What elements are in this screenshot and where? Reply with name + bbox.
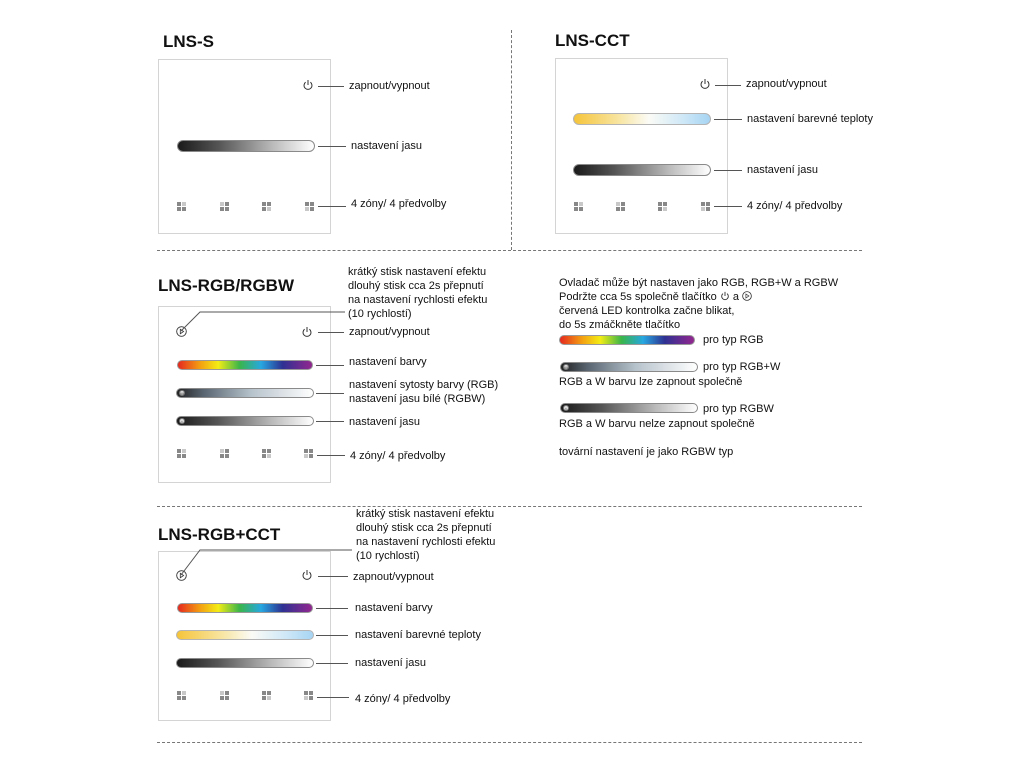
color-label: nastavení barvy bbox=[349, 356, 427, 368]
rgbw-note: RGB a W barvu nelze zapnout společně bbox=[559, 418, 755, 430]
zones-label: 4 zóny/ 4 předvolby bbox=[747, 200, 843, 212]
saturation-label-line-1: nastavení sytosty barvy (RGB) bbox=[349, 379, 499, 391]
effect-label-line-1: krátký stisk nastavení efektu bbox=[348, 266, 487, 278]
brightness-label: nastavení jasu bbox=[747, 164, 818, 176]
brightness-label: nastavení jasu bbox=[351, 140, 422, 152]
rgbw-plus-note: RGB a W barvu lze zapnout společně bbox=[559, 376, 743, 388]
white-knob: W bbox=[180, 391, 184, 396]
brightness-label: nastavení jasu bbox=[355, 657, 426, 669]
power-label: zapnout/vypnout bbox=[349, 326, 430, 338]
zones-label: 4 zóny/ 4 předvolby bbox=[351, 198, 447, 210]
effect-label-line-2: dlouhý stisk cca 2s přepnutí bbox=[356, 522, 492, 534]
effect-label-line-1: krátký stisk nastavení efektu bbox=[356, 508, 495, 520]
power-label: zapnout/vypnout bbox=[349, 80, 430, 92]
effect-label-line-3: na nastavení rychlosti efektu bbox=[356, 536, 496, 548]
lns-cct-title: LNS-CCT bbox=[555, 31, 630, 50]
effect-label-line-2: dlouhý stisk cca 2s přepnutí bbox=[348, 280, 484, 292]
brightness-knob: ☼ bbox=[564, 406, 568, 411]
zones-label: 4 zóny/ 4 předvolby bbox=[355, 693, 451, 705]
factory-setting-note: tovární nastavení je jako RGBW typ bbox=[559, 446, 734, 458]
rgbw-plus-type-label: pro typ RGB+W bbox=[703, 361, 781, 373]
white-knob: W bbox=[564, 365, 568, 370]
power-label: zapnout/vypnout bbox=[746, 78, 827, 90]
info-line-1: Ovladač může být nastaven jako RGB, RGB+W a RGBW bbox=[559, 277, 839, 289]
rgb-type-label: pro typ RGB bbox=[703, 334, 764, 346]
rgbw-type-label: pro typ RGBW bbox=[703, 403, 774, 415]
lns-rgbcct-title: LNS-RGB+CCT bbox=[158, 525, 281, 544]
info-line-2-text: Podržte cca 5s společně tlačítko bbox=[559, 291, 717, 303]
brightness-knob: ☼ bbox=[180, 419, 184, 424]
brightness-label: nastavení jasu bbox=[349, 416, 420, 428]
effect-leader-rgb bbox=[181, 312, 345, 331]
saturation-label-line-2: nastavení jasu bílé (RGBW) bbox=[349, 393, 486, 405]
effect-label-line-4: (10 rychlostí) bbox=[356, 550, 420, 562]
lns-s-title: LNS-S bbox=[163, 32, 214, 51]
lns-rgb-title: LNS-RGB/RGBW bbox=[158, 276, 294, 295]
effect-label-line-3: na nastavení rychlosti efektu bbox=[348, 294, 488, 306]
info-line-3: červená LED kontrolka začne blikat, bbox=[559, 305, 735, 317]
info-line-4: do 5s zmáčkněte tlačítko bbox=[559, 319, 681, 331]
effect-leader-rgbcct bbox=[181, 550, 352, 575]
color-temperature-label: nastavení barevné teploty bbox=[747, 113, 873, 125]
power-label: zapnout/vypnout bbox=[353, 571, 434, 583]
effect-label-line-4: (10 rychlostí) bbox=[348, 308, 412, 320]
zones-label: 4 zóny/ 4 předvolby bbox=[350, 450, 446, 462]
info-line-2-and: a bbox=[732, 291, 739, 303]
color-temperature-label: nastavení barevné teploty bbox=[355, 629, 481, 641]
color-label: nastavení barvy bbox=[355, 602, 433, 614]
